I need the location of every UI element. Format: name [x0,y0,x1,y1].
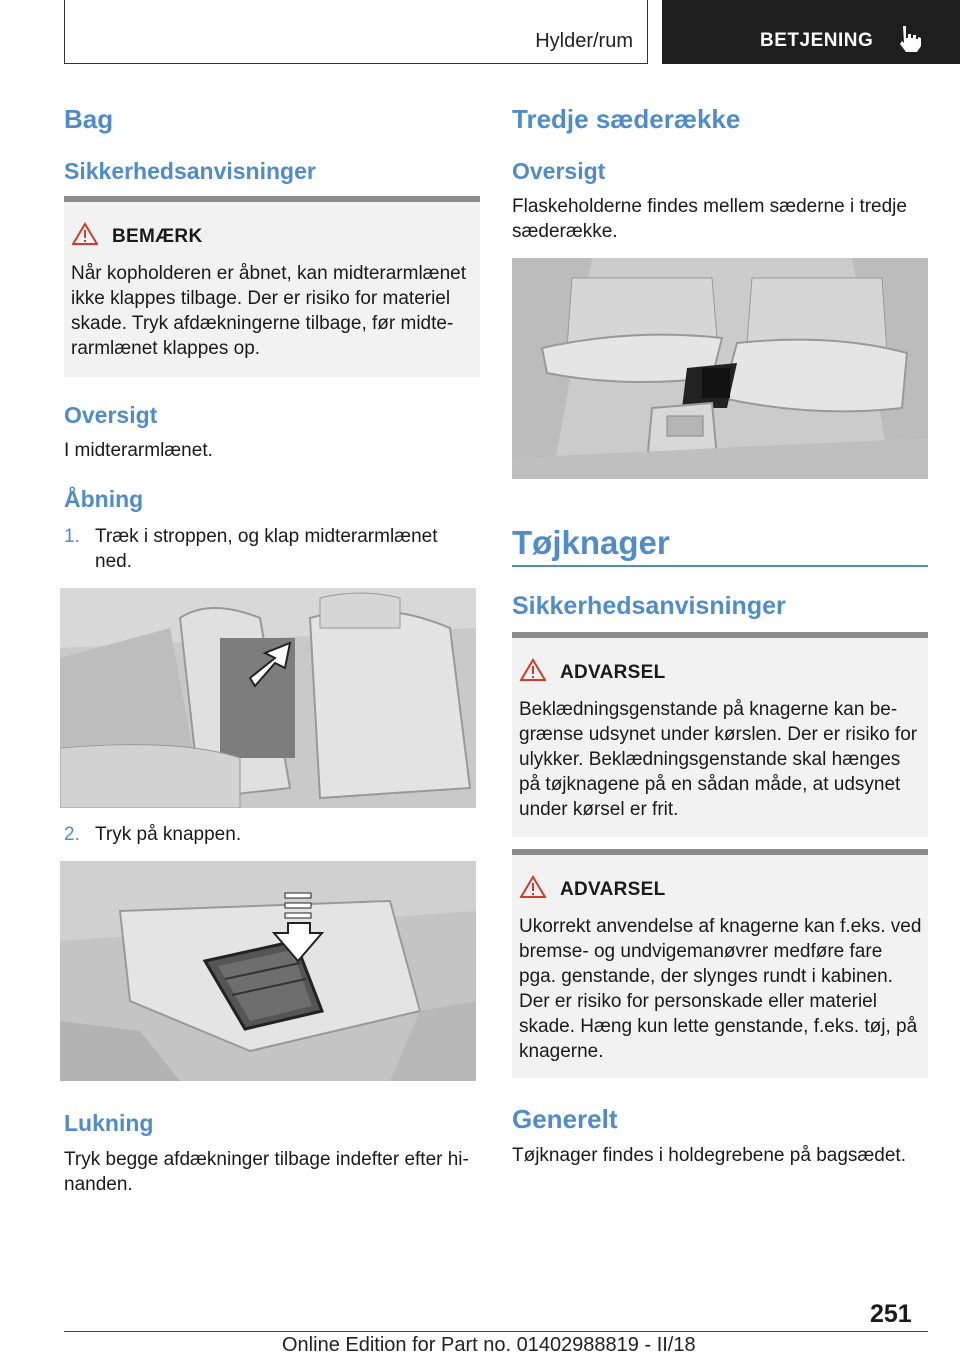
overview-text-right: Flaskeholderne findes mellem sæderne i tredje [512,196,907,217]
warning-line: ulykker. Beklædningsgenstande skal hænges [519,749,901,770]
opening-heading: Åbning [64,486,144,512]
hand-pointer-icon [894,24,924,54]
notice-box [64,196,480,377]
warning-box-1 [512,632,928,837]
closing-heading: Lukning [64,1110,154,1136]
safety-heading: Sikkerhedsanvisninger [64,158,316,184]
notice-label: BEMÆRK [112,226,203,247]
notice-line: skade. Tryk afdækningerne tilbage, før midte- [71,313,454,334]
section-title-third-row: Tredje sæderække [512,104,741,134]
warning-line: Ukorrekt anvendelse af knagerne kan f.eks. ved [519,916,922,937]
header-chapter-title: BETJENING [760,30,874,51]
warning-line: skade. Hæng kun lette genstande, f.eks. tøj, på [519,1016,918,1037]
overview-heading-right: Oversigt [512,158,606,184]
safety-heading-right: Sikkerhedsanvisninger [512,592,786,620]
heading-underline [512,565,928,567]
warning-line: Beklædningsgenstande på knagerne kan be- [519,699,898,720]
warning-line: pga. genstande, der slynges rundt i kabinen. [519,966,893,987]
third-row-illustration [512,258,928,479]
footer-divider [64,1331,928,1332]
closing-text: Tryk begge afdækninger tilbage indefter efter hi- [64,1149,469,1170]
coat-hooks-heading: Tøjknager [512,524,670,561]
step-number: 1. [64,526,80,547]
step-text: Træk i stroppen, og klap midterarmlænet [95,526,438,547]
overview-heading: Oversigt [64,402,158,428]
general-heading: Generelt [512,1104,618,1134]
warning-triangle-icon [520,875,546,899]
armrest-button-image [60,861,476,1081]
warning-line: bremse- og undvigemanøvrer medføre fare [519,941,883,962]
warning-label: ADVARSEL [560,879,666,900]
warning-line: grænse udsynet under kørslen. Der er risiko for [519,724,918,745]
warning-label: ADVARSEL [560,662,666,683]
notice-line: rarmlænet klappes op. [71,338,261,359]
general-text: Tøjknager findes i holdegrebene på bagsædet. [512,1145,906,1166]
step-number: 2. [64,824,80,845]
step-text: Tryk på knappen. [95,824,242,845]
header-section-title: Hylder/rum [535,30,633,52]
overview-text-right: sæderække. [512,221,618,242]
overview-text: I midterarmlænet. [64,440,213,461]
step-text: ned. [95,551,132,572]
header-section-box [64,0,648,64]
closing-text: nanden. [64,1174,133,1195]
third-row-seats-image [512,258,928,479]
page-number: 251 [870,1300,912,1328]
armrest-illustration [60,861,476,1081]
notice-line: Når kopholderen er åbnet, kan midterarmlænet [71,263,466,284]
rear-seat-illustration [60,588,476,808]
warning-line: under kørsel er frit. [519,799,679,820]
rear-seat-armrest-image [60,588,476,808]
warning-line: knagerne. [519,1041,604,1062]
warning-box-2 [512,849,928,1078]
header-chapter-tab [662,0,960,64]
warning-triangle-icon [72,222,98,246]
warning-line: på tøjknagene på en sådan måde, at udsynet [519,774,901,795]
footer-edition: Online Edition for Part no. 01402988819 - II/18 [282,1334,696,1356]
warning-triangle-icon [520,658,546,682]
warning-line: Der er risiko for personskade eller materiel [519,991,877,1012]
notice-line: ikke klappes tilbage. Der er risiko for materiel [71,288,451,309]
section-title-bag: Bag [64,104,114,134]
